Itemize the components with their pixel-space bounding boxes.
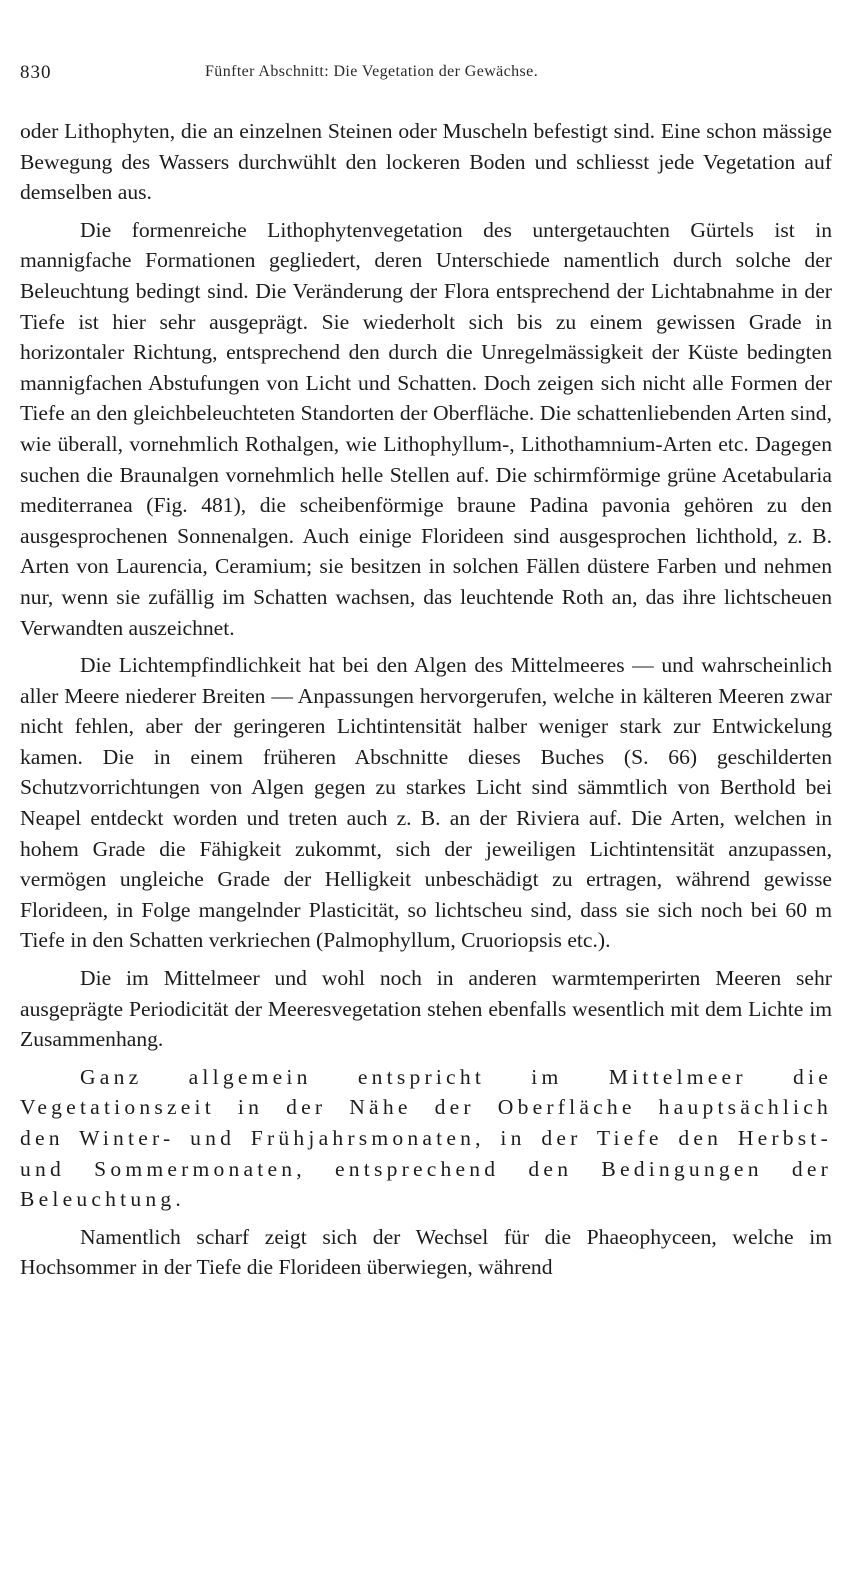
paragraph-continuation: oder Lithophyten, die an einzelnen Steinen oder Muscheln befestigt sind. Eine schon mässige Bewegung des Wassers durchwühlt den lockeren Boden und schliesst jede Vegetation auf demselben aus. <box>20 119 832 205</box>
body-text <box>20 116 832 1283</box>
page-header <box>20 62 830 88</box>
page-number: 830 <box>20 62 52 83</box>
running-title: Fünfter Abschnitt: Die Vegetation der Gewächse. <box>205 63 539 80</box>
paragraph-periodicitaet: Die im Mittelmeer und wohl noch in anderen warmtemperirten Meeren sehr ausgeprägte Periodicität der Meeresvegetation stehen ebenfalls wesentlich mit dem Lichte im Zusammenhang. <box>20 966 832 1052</box>
paragraph-lithophyten: Die formenreiche Lithophytenvegetation des untergetauchten Gürtels ist in mannigfache Formationen gegliedert, deren Unterschiede namentlich durch solche der Beleuchtung bedingt sind. Die Veränderung der Flora entsprechend der Lichtabnahme in der Tiefe ist hier sehr ausgeprägt. Sie wiederholt sich bis zu einem gewissen Grade in horizontaler Richtung, entsprechend den durch die Unregelmässigkeit der Küste bedingten mannigfachen Abstufungen von Licht und Schatten. Doch zeigen sich nicht alle Formen der Tiefe an den gleichbeleuchteten Standorten der Oberfläche. Die schattenliebenden Arten sind, wie überall, vornehmlich Rothalgen, wie Lithophyllum-, Lithothamnium-Arten etc. Dagegen suchen die Braunalgen vornehmlich helle Stellen auf. Die schirmförmige grüne Acetabularia mediterranea (Fig. 481), die scheibenförmige braune Padina pavonia gehören zu den ausgesprochenen Sonnenalgen. Auch einige Florideen sind ausgesprochen lichthold, z. B. Arten von Laurencia, Ceramium; sie besitzen in solchen Fällen düstere Farben und nehmen nur, wenn sie zufällig im Schatten wachsen, das leuchtende Roth an, das ihre lichtscheuen Verwandten auszeichnet. <box>20 217 832 640</box>
paragraph-vegetationszeit: Ganz allgemein entspricht im Mittelmeer die Vegetationszeit in der Nähe der Oberfläche hauptsächlich den Winter- und Frühjahrsmonaten, in der Tiefe den Herbst- und Sommermonaten, entsprechend den Bedingungen der Beleuchtung. <box>20 1064 832 1212</box>
paragraph-lichtempfindlichkeit: Die Lichtempfindlichkeit hat bei den Algen des Mittelmeeres — und wahrscheinlich aller Meere niederer Breiten — Anpassungen hervorgerufen, welche in kälteren Meeren zwar nicht fehlen, aber der geringeren Lichtintensität halber weniger stark zur Entwickelung kamen. Die in einem früheren Abschnitte dieses Buches (S. 66) geschilderten Schutzvorrichtungen von Algen gegen zu starkes Licht sind sämmtlich von Berthold bei Neapel entdeckt worden und treten auch z. B. an der Riviera auf. Die Arten, welchen in hohem Grade die Fähigkeit zukommt, sich der jeweiligen Lichtintensität anzupassen, vermögen ungleiche Grade der Helligkeit unbeschädigt zu ertragen, während gewisse Florideen, in Folge mangelnder Plasticität, so lichtscheu sind, dass sie sich noch bei 60 m Tiefe in den Schatten verkriechen (Palmophyllum, Cruoriopsis etc.). <box>20 653 832 953</box>
paragraph-phaeophyceen: Namentlich scharf zeigt sich der Wechsel für die Phaeophyceen, welche im Hochsommer in der Tiefe die Florideen überwiegen, während <box>20 1224 832 1280</box>
